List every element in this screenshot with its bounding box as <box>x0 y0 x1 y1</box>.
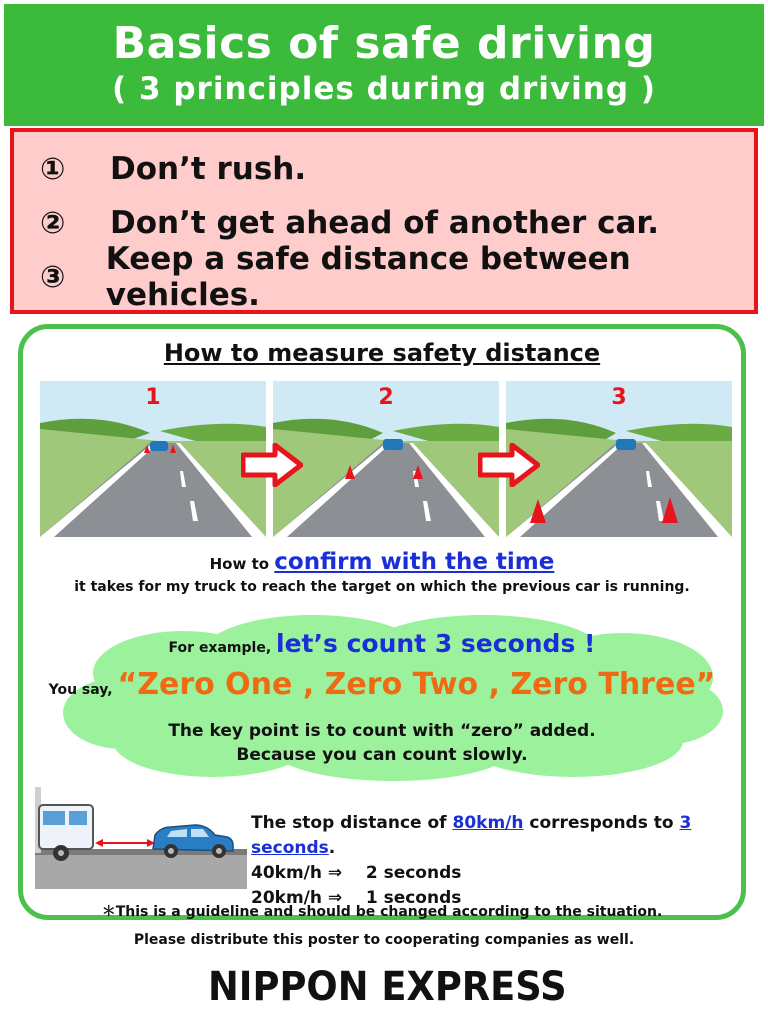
guideline-note: ＊This is a guideline and should be changed according to the situation. <box>101 904 663 920</box>
example-prefix: For example, <box>168 640 277 656</box>
measure-panel <box>18 324 746 920</box>
stop-line-2: 40km/h ⇒ 2 seconds <box>251 863 462 883</box>
company-name: NIPPON EXPRESS <box>208 964 567 1010</box>
stop-speed-highlight: 80km/h <box>452 813 524 833</box>
confirm-prefix: How to <box>209 555 275 573</box>
right-arrow-icon <box>478 443 540 487</box>
example-line <box>23 629 741 658</box>
poster-subtitle: ( 3 principles during driving ) <box>112 71 656 107</box>
say-phrase: “Zero One , Zero Two , Zero Three” <box>117 667 716 702</box>
principle-item <box>40 142 754 196</box>
stop-line-1 <box>251 811 741 861</box>
stop-distance-text <box>251 811 741 911</box>
principles-box <box>10 128 758 314</box>
principle-number: ② <box>40 205 66 241</box>
road-illustration-1 <box>40 381 266 537</box>
principle-text: Don’t get ahead of another car. <box>110 205 660 241</box>
confirm-line <box>23 549 741 575</box>
stop-line-text: corresponds to <box>523 813 680 833</box>
poster-header <box>4 4 764 126</box>
stop-seconds-highlight: 3 seconds <box>251 813 692 858</box>
principle-item <box>40 241 754 313</box>
poster-title: Basics of safe driving <box>112 18 656 69</box>
key-point: The key point is to count with “zero” added. <box>168 721 596 741</box>
truck-and-car-illustration <box>35 787 247 889</box>
principle-text: Keep a safe distance between vehicles. <box>105 241 631 313</box>
because-text: Because you can count slowly. <box>236 745 528 765</box>
principle-text: Don’t rush. <box>110 151 307 187</box>
road-illustration-2 <box>273 381 499 537</box>
right-arrow-icon <box>241 443 303 487</box>
step-label: 3 <box>611 385 627 410</box>
confirm-sub: it takes for my truck to reach the target on which the previous car is running. <box>74 579 690 595</box>
distribute-text: Please distribute this poster to cooperating companies as well. <box>133 932 635 948</box>
confirm-highlight: confirm with the time <box>274 549 555 575</box>
stop-line-3: 20km/h ⇒ 1 seconds <box>251 888 462 908</box>
step-label: 2 <box>378 385 394 410</box>
principle-number: ③ <box>40 259 66 295</box>
say-line <box>23 667 741 702</box>
measure-title: How to measure safety distance <box>163 339 601 367</box>
company-logo <box>196 958 586 1016</box>
say-prefix: You say, <box>48 682 118 698</box>
step-label: 1 <box>145 385 161 410</box>
stop-line-text: The stop distance of <box>251 813 453 833</box>
principle-number: ① <box>40 151 66 187</box>
stop-line-text: . <box>328 838 336 858</box>
example-count: let’s count 3 seconds ! <box>276 629 596 658</box>
